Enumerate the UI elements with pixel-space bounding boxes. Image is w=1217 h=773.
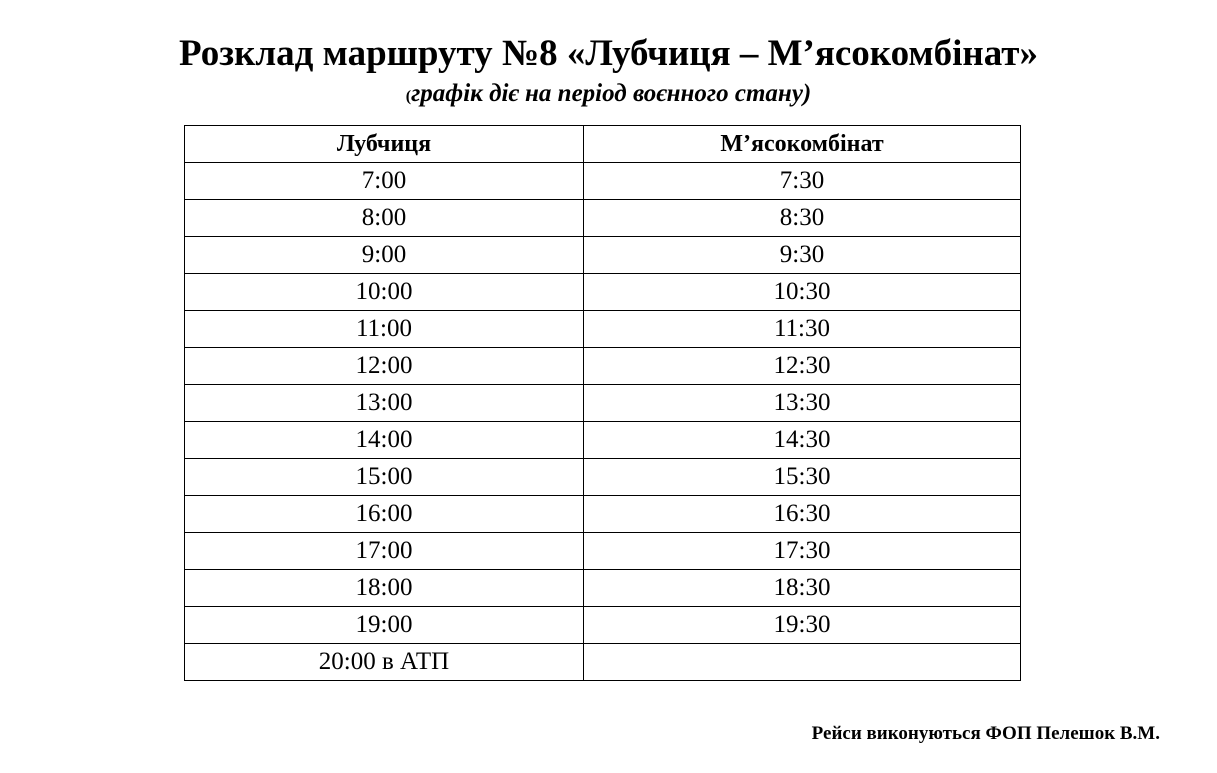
table-row: [185, 459, 1021, 496]
departure-miasokombinat: 18:30: [584, 570, 1021, 607]
departure-miasokombinat: 14:30: [584, 422, 1021, 459]
departure-lubchytsia: 9:00: [185, 237, 584, 274]
table-row: [185, 422, 1021, 459]
table-row: [185, 163, 1021, 200]
departure-miasokombinat: 12:30: [584, 348, 1021, 385]
departure-miasokombinat: 17:30: [584, 533, 1021, 570]
departure-miasokombinat: 15:30: [584, 459, 1021, 496]
table-row: [185, 237, 1021, 274]
subtitle-open-paren: (: [405, 88, 412, 105]
departure-lubchytsia: 12:00: [185, 348, 584, 385]
table-row: [185, 385, 1021, 422]
departure-lubchytsia: 19:00: [185, 607, 584, 644]
table-row: [185, 496, 1021, 533]
table-row: [185, 274, 1021, 311]
departure-miasokombinat: 9:30: [584, 237, 1021, 274]
departure-lubchytsia: 17:00: [185, 533, 584, 570]
operator-footer-note: Рейси виконуються ФОП Пелешок В.М.: [811, 723, 1160, 744]
table-row: [185, 311, 1021, 348]
departure-lubchytsia: 18:00: [185, 570, 584, 607]
column-header-lubchytsia: Лубчиця: [185, 126, 584, 163]
departure-miasokombinat: 7:30: [584, 163, 1021, 200]
table-row: [185, 200, 1021, 237]
departure-lubchytsia: 16:00: [185, 496, 584, 533]
departure-miasokombinat: 16:30: [584, 496, 1021, 533]
subtitle-text: графік діє на період воєнного стану): [411, 80, 812, 107]
departure-lubchytsia: 15:00: [185, 459, 584, 496]
departure-lubchytsia: 13:00: [185, 385, 584, 422]
schedule-table: [184, 125, 1021, 681]
departure-lubchytsia: 7:00: [185, 163, 584, 200]
table-row: [185, 644, 1021, 681]
departure-lubchytsia: 14:00: [185, 422, 584, 459]
page-subtitle: [0, 79, 1217, 112]
table-row: [185, 607, 1021, 644]
departure-lubchytsia: 8:00: [185, 200, 584, 237]
departure-miasokombinat: 13:30: [584, 385, 1021, 422]
departure-miasokombinat: 10:30: [584, 274, 1021, 311]
column-header-miasokombinat: М’ясокомбінат: [584, 126, 1021, 163]
departure-lubchytsia: 10:00: [185, 274, 584, 311]
table-row: [185, 348, 1021, 385]
departure-miasokombinat: [584, 644, 1021, 681]
departure-miasokombinat: 8:30: [584, 200, 1021, 237]
departure-miasokombinat: 19:30: [584, 607, 1021, 644]
page-title: Розклад маршруту №8 «Лубчиця – М’ясокомбінат»: [179, 33, 1038, 74]
departure-miasokombinat: 11:30: [584, 311, 1021, 348]
departure-lubchytsia: 20:00 в АТП: [185, 644, 584, 681]
table-row: [185, 570, 1021, 607]
table-row: [185, 533, 1021, 570]
departure-lubchytsia: 11:00: [185, 311, 584, 348]
header-row: [185, 126, 1021, 163]
